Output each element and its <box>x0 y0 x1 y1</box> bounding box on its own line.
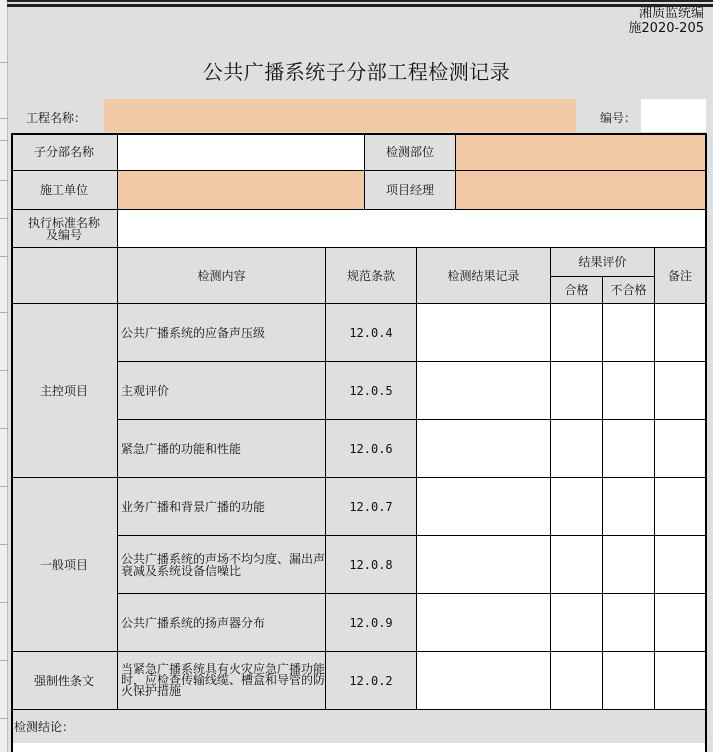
form-code <box>628 6 704 36</box>
item-pass-input[interactable] <box>551 652 603 710</box>
item-content: 紧急广播的功能和性能 <box>118 420 326 478</box>
header-content: 检测内容 <box>118 248 326 304</box>
item-fail-input[interactable] <box>603 536 655 594</box>
project-manager-label: 项目经理 <box>365 171 456 210</box>
standard-label <box>11 210 118 248</box>
item-clause: 12.0.4 <box>326 304 417 362</box>
item-remark-input[interactable] <box>655 652 706 710</box>
item-remark-input[interactable] <box>655 536 706 594</box>
item-record-input[interactable] <box>417 304 551 362</box>
group-mandatory: 强制性条文 <box>11 652 118 710</box>
subdivision-label: 子分部名称 <box>11 133 118 171</box>
item-record-input[interactable] <box>417 478 551 536</box>
item-pass-input[interactable] <box>551 362 603 420</box>
item-fail-input[interactable] <box>603 420 655 478</box>
construction-unit-input[interactable] <box>118 171 365 210</box>
inspection-part-input[interactable] <box>456 133 706 171</box>
item-remark-input[interactable] <box>655 478 706 536</box>
header-category <box>11 248 118 304</box>
item-content: 公共广播系统的应备声压级 <box>118 304 326 362</box>
item-clause: 12.0.7 <box>326 478 417 536</box>
item-fail-input[interactable] <box>603 478 655 536</box>
item-record-input[interactable] <box>417 420 551 478</box>
item-remark-input[interactable] <box>655 304 706 362</box>
standard-label-line1: 执行标准名称 <box>27 215 100 230</box>
form-code-line1: 湘质监统编 <box>638 6 704 21</box>
item-pass-input[interactable] <box>551 304 603 362</box>
header-clause: 规范条款 <box>326 248 417 304</box>
item-remark-input[interactable] <box>655 420 706 478</box>
item-content: 当紧急广播系统具有火灾应急广播功能时，应检查传输线缆、槽盒和导管的防火保护措施 <box>118 652 326 710</box>
item-pass-input[interactable] <box>551 536 603 594</box>
header-fail: 不合格 <box>603 277 655 304</box>
item-fail-input[interactable] <box>603 304 655 362</box>
conclusion-input[interactable] <box>11 743 705 752</box>
item-clause: 12.0.6 <box>326 420 417 478</box>
construction-unit-label: 施工单位 <box>11 171 118 210</box>
item-record-input[interactable] <box>417 594 551 652</box>
standard-input[interactable] <box>118 210 706 248</box>
item-fail-input[interactable] <box>603 652 655 710</box>
group-main-control: 主控项目 <box>11 304 118 478</box>
item-pass-input[interactable] <box>551 478 603 536</box>
item-record-input[interactable] <box>417 652 551 710</box>
top-border-line <box>7 0 713 2</box>
item-content: 业务广播和背景广播的功能 <box>118 478 326 536</box>
header-pass: 合格 <box>551 277 603 304</box>
item-record-input[interactable] <box>417 362 551 420</box>
top-border-line-thick <box>7 4 713 7</box>
subdivision-input[interactable] <box>118 133 365 171</box>
conclusion-label: 检测结论： <box>11 710 706 743</box>
group-general: 一般项目 <box>11 478 118 652</box>
row-header-gutter <box>0 0 8 752</box>
item-content: 公共广播系统的声场不均匀度、漏出声衰减及系统设备信噪比 <box>118 536 326 594</box>
item-pass-input[interactable] <box>551 594 603 652</box>
item-clause: 12.0.9 <box>326 594 417 652</box>
page-title: 公共广播系统子分部工程检测记录 <box>202 60 511 84</box>
inspection-table <box>11 133 706 752</box>
item-clause: 12.0.8 <box>326 536 417 594</box>
form-code-line2: 施2020-205 <box>628 21 704 36</box>
item-remark-input[interactable] <box>655 362 706 420</box>
header-evaluation: 结果评价 <box>551 248 655 277</box>
item-content: 主观评价 <box>118 362 326 420</box>
inspection-part-label: 检测部位 <box>365 133 456 171</box>
number-input[interactable] <box>641 99 706 132</box>
item-clause: 12.0.2 <box>326 652 417 710</box>
project-name-label: 工程名称： <box>26 111 87 125</box>
number-label: 编号： <box>600 111 637 125</box>
project-name-input[interactable] <box>104 99 576 132</box>
item-record-input[interactable] <box>417 536 551 594</box>
item-clause: 12.0.5 <box>326 362 417 420</box>
header-remark: 备注 <box>655 248 706 304</box>
item-fail-input[interactable] <box>603 362 655 420</box>
item-pass-input[interactable] <box>551 420 603 478</box>
item-remark-input[interactable] <box>655 594 706 652</box>
item-content: 公共广播系统的扬声器分布 <box>118 594 326 652</box>
project-manager-input[interactable] <box>456 171 706 210</box>
table-right-border <box>705 133 707 752</box>
item-fail-input[interactable] <box>603 594 655 652</box>
header-record: 检测结果记录 <box>417 248 551 304</box>
standard-label-line2: 及编号 <box>45 227 82 242</box>
